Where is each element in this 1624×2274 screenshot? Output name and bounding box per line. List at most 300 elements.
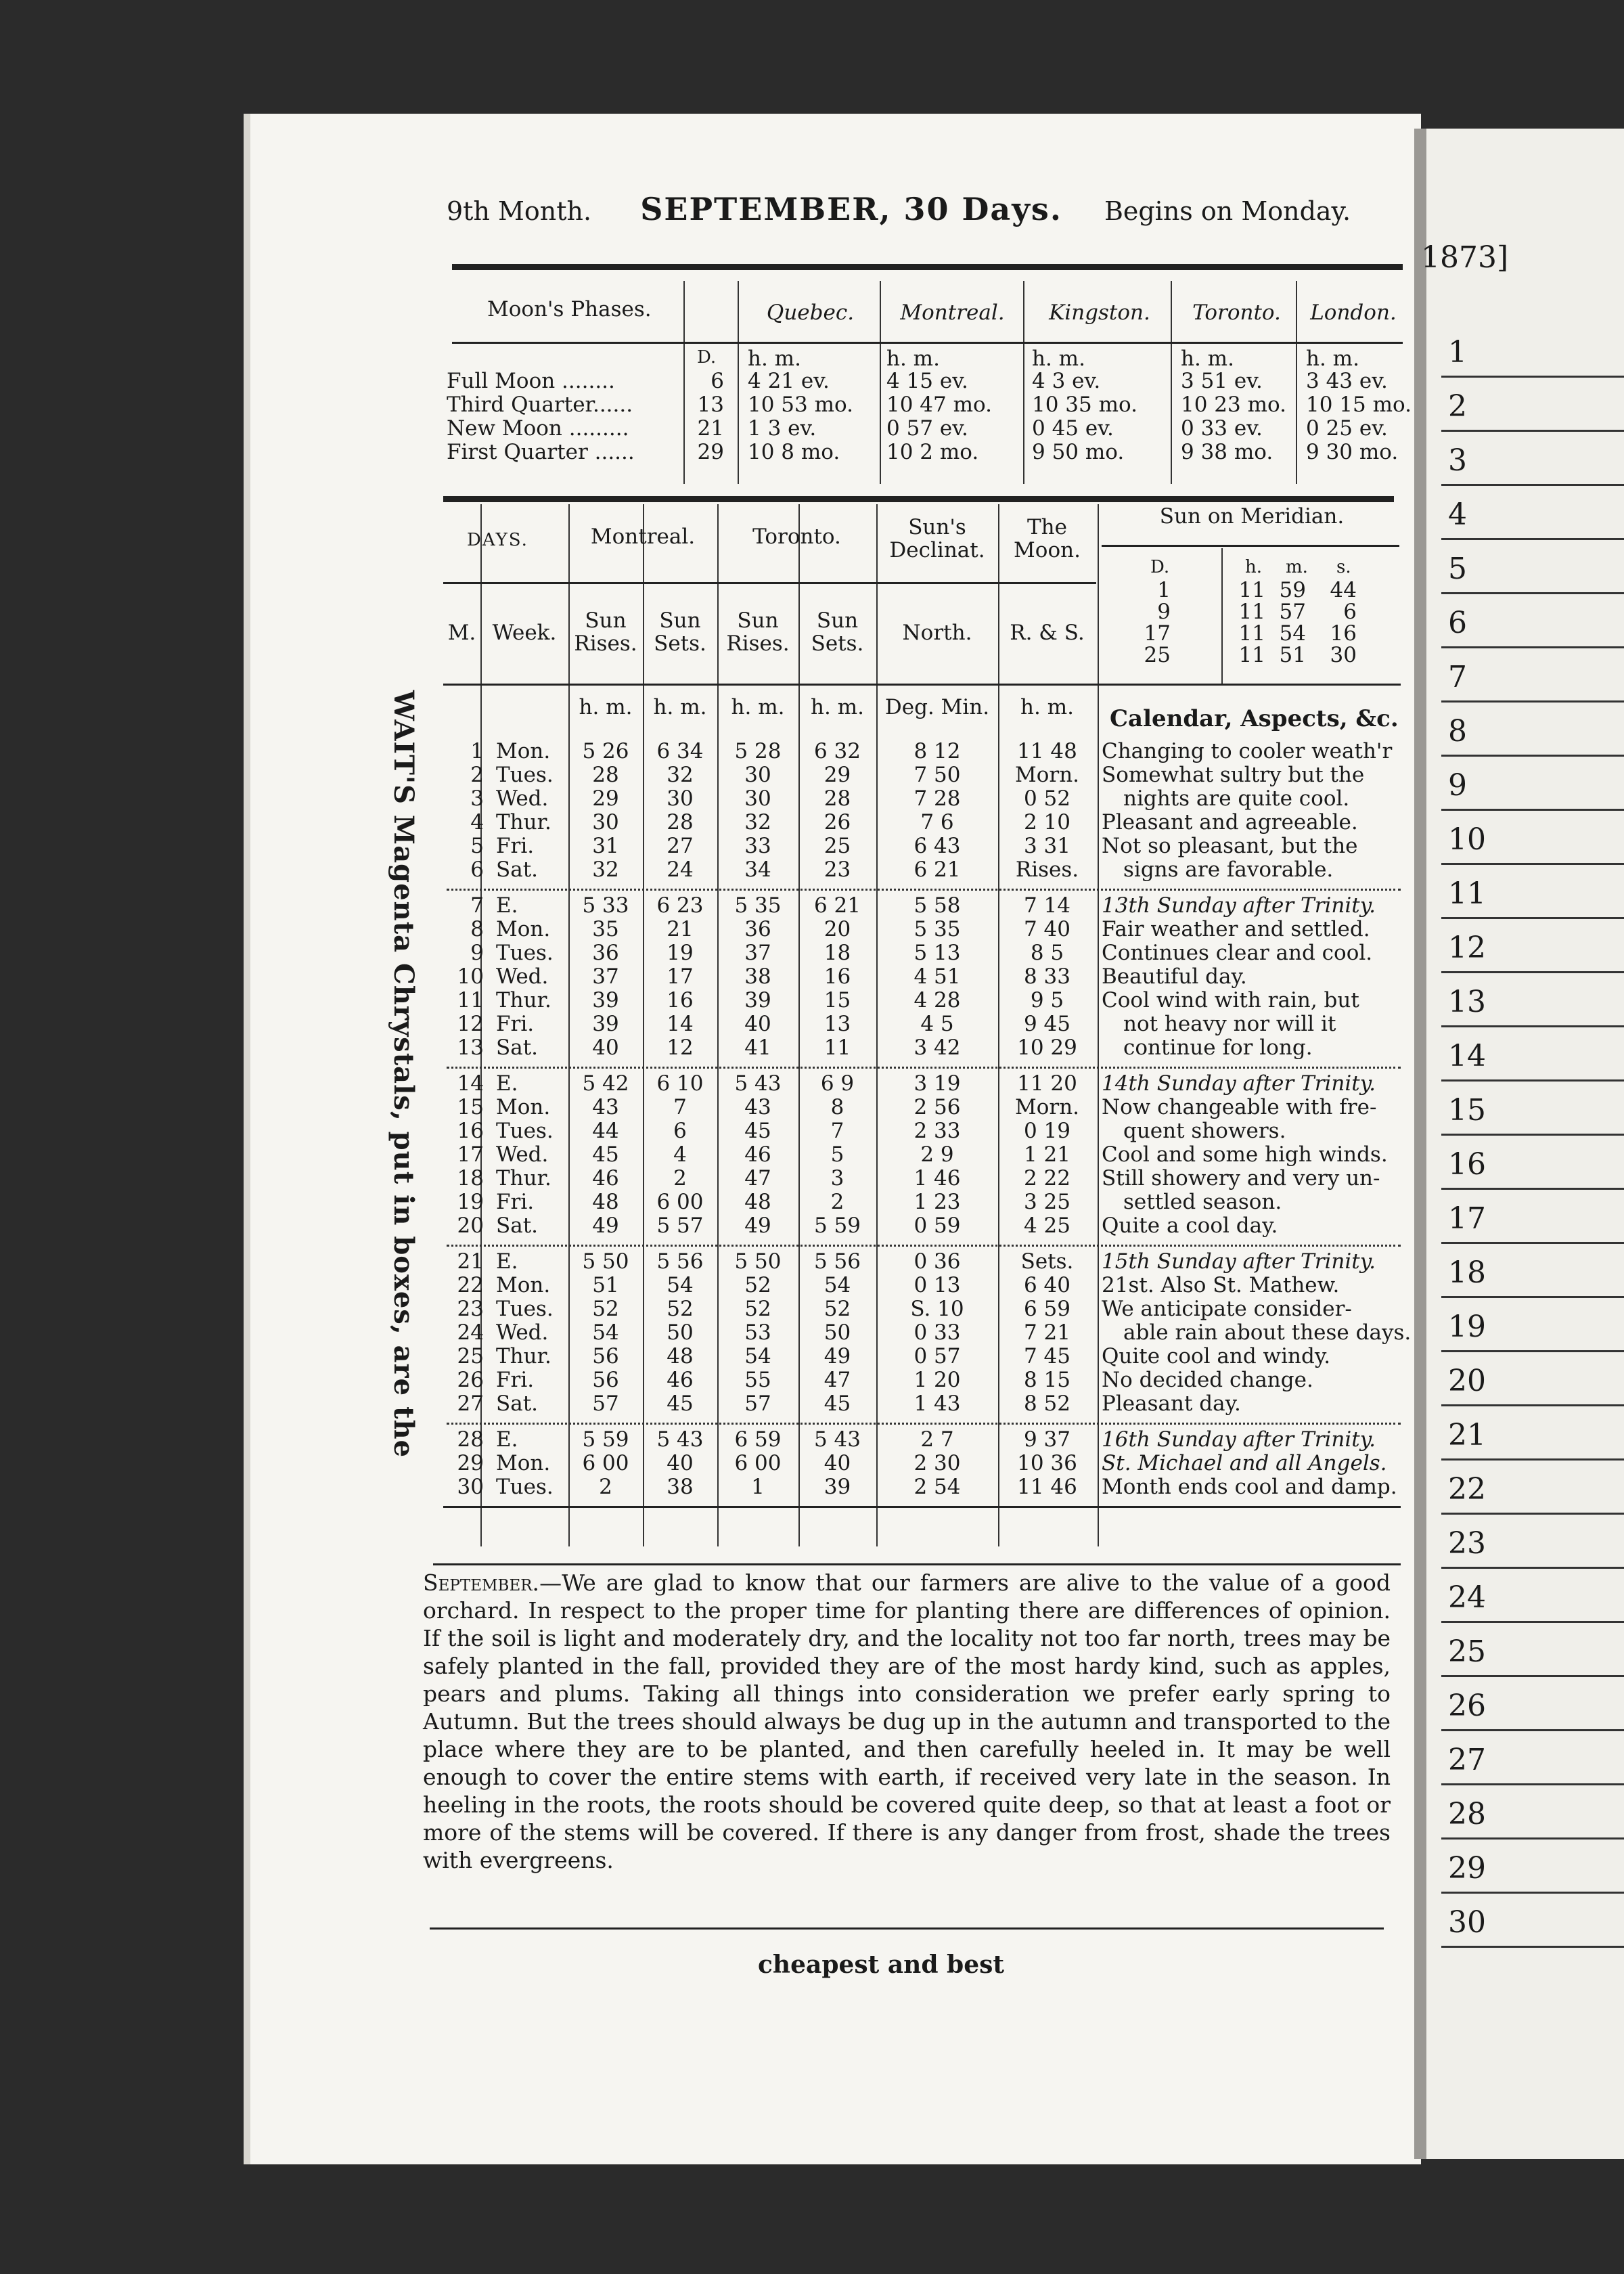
table-cell: 46 xyxy=(667,1368,694,1392)
table-cell: 50 xyxy=(667,1320,694,1345)
meridian-value: 57 xyxy=(1279,600,1306,624)
table-cell: 6 21 xyxy=(914,857,961,882)
table-cell: Fair weather and settled. xyxy=(1102,917,1370,941)
paragraph-text: —We are glad to know that our farmers are alive to the value of a good orchard. In respect to the proper time for planting there are differences of opinion. If the soil is light and moderately dry, and the locality not too far north, trees may be safely planted in the fall, provided they are of the most hardy kind, such as apples, pears and plums. Taking all things into consideration we prefer early spring to Autumn. But the trees should always be dug up in the autumn and transported to the place where they are to be planted, and then carefully heeled in. It may be well enough to cover the entire stems with earth, if received very late in the season. In heeling in the roots, the roots should be covered quite deep, so that at least a foot or more of the stems will be covered. If there is any danger from frost, shade the trees with evergreens. xyxy=(423,1569,1391,1873)
table-cell: 5 56 xyxy=(656,1249,704,1274)
table-cell: 30 xyxy=(744,763,771,787)
phase-time: 0 57 ev. xyxy=(886,416,968,441)
right-day-line xyxy=(1441,592,1624,594)
right-day-line xyxy=(1441,809,1624,811)
table-cell: 5 13 xyxy=(914,941,961,965)
phases-subrule xyxy=(452,342,1403,344)
table-cell: Mon. xyxy=(496,1273,551,1297)
table-cell: 16 xyxy=(667,988,694,1012)
table-cell: 52 xyxy=(667,1297,694,1321)
table-cell: 2 54 xyxy=(914,1475,961,1499)
right-day-line xyxy=(1441,863,1624,865)
phase-time: 4 21 ev. xyxy=(748,369,830,393)
table-cell: 18 xyxy=(457,1166,484,1190)
table-cell: 9 xyxy=(470,941,484,965)
table-cell: 5 43 xyxy=(813,1427,861,1452)
table-cell: 21 xyxy=(667,917,694,941)
table-cell: 45 xyxy=(744,1119,771,1143)
city-header: Toronto. xyxy=(1192,300,1281,325)
meridian-head: s. xyxy=(1336,557,1351,577)
meridian-value: 30 xyxy=(1330,643,1357,667)
table-cell: Sat. xyxy=(496,1391,539,1416)
right-day-number: 21 xyxy=(1448,1418,1486,1452)
table-cell: 8 52 xyxy=(1023,1391,1071,1416)
table-cell: 20 xyxy=(457,1213,484,1238)
table-cell: We anticipate consider- xyxy=(1102,1297,1352,1321)
table-cell: 6 00 xyxy=(582,1451,629,1475)
table-cell: Still showery and very un- xyxy=(1102,1166,1380,1190)
table-cell: 28 xyxy=(457,1427,484,1452)
phase-time: 10 2 mo. xyxy=(886,440,979,464)
table-cell: 39 xyxy=(592,988,619,1012)
right-day-line xyxy=(1441,1513,1624,1515)
table-cell: Wed. xyxy=(496,964,549,989)
table-cell: 5 28 xyxy=(734,739,782,763)
phase-time: 3 51 ev. xyxy=(1181,369,1263,393)
page-title: SEPTEMBER, 30 Days. xyxy=(640,191,1062,227)
meridian-value: 6 xyxy=(1343,600,1357,624)
table-cell: 4 xyxy=(673,1142,687,1167)
phase-time: 10 23 mo. xyxy=(1181,393,1286,417)
table-cell: 6 xyxy=(470,857,484,882)
table-cell: 4 51 xyxy=(914,964,961,989)
week-divider xyxy=(447,1067,1401,1069)
phases-bottom-rule xyxy=(443,496,1394,502)
table-cell: 56 xyxy=(592,1368,619,1392)
table-cell: settled season. xyxy=(1123,1190,1282,1214)
table-cell: 39 xyxy=(744,988,771,1012)
table-cell: 22 xyxy=(457,1273,484,1297)
right-day-number: 13 xyxy=(1448,985,1486,1019)
table-cell: 1 46 xyxy=(914,1166,961,1190)
table-cell: 6 34 xyxy=(656,739,704,763)
right-day-number: 9 xyxy=(1448,768,1467,803)
table-cell: Pleasant and agreeable. xyxy=(1102,810,1358,834)
table-cell: able rain about these days. xyxy=(1123,1320,1412,1345)
paragraph-top-rule xyxy=(433,1563,1401,1565)
table-cell: Tues. xyxy=(496,1475,554,1499)
table-cell: 34 xyxy=(744,857,771,882)
table-cell: 4 28 xyxy=(914,988,961,1012)
table-cell: 52 xyxy=(824,1297,851,1321)
table-cell: 2 33 xyxy=(914,1119,961,1143)
unit-label: h. m. xyxy=(811,695,864,719)
table-cell: 8 12 xyxy=(914,739,961,763)
right-day-number: 2 xyxy=(1448,389,1467,424)
table-cell: 4 xyxy=(470,810,484,834)
table-cell: 47 xyxy=(824,1368,851,1392)
table-cell: 5 59 xyxy=(582,1427,629,1452)
table-cell: 28 xyxy=(824,786,851,811)
table-cell: 7 xyxy=(470,893,484,918)
right-day-line xyxy=(1441,1404,1624,1406)
table-cell: 2 10 xyxy=(1023,810,1071,834)
table-cell: 6 9 xyxy=(820,1071,855,1096)
table-cell: 9 37 xyxy=(1023,1427,1071,1452)
meridian-value: 59 xyxy=(1279,578,1306,602)
table-cell: 0 36 xyxy=(914,1249,961,1274)
week-divider xyxy=(447,1245,1401,1247)
sun-time-header: Sun Rises. xyxy=(726,608,790,656)
table-cell: Morn. xyxy=(1014,763,1080,787)
table-cell: 40 xyxy=(744,1012,771,1036)
page-header xyxy=(447,191,1351,227)
table-cell: Continues clear and cool. xyxy=(1102,941,1373,965)
right-day-number: 12 xyxy=(1448,931,1486,965)
table-cell: 7 14 xyxy=(1023,893,1071,918)
table-cell: Mon. xyxy=(496,1451,551,1475)
phase-time: 4 3 ev. xyxy=(1032,369,1101,393)
table-cell: 8 33 xyxy=(1023,964,1071,989)
table-cell: 14th Sunday after Trinity. xyxy=(1102,1071,1376,1096)
paragraph-bottom-rule xyxy=(430,1927,1384,1930)
table-cell: 6 59 xyxy=(734,1427,782,1452)
phase-time: 10 15 mo. xyxy=(1306,393,1412,417)
table-cell: 16 xyxy=(457,1119,484,1143)
table-cell: E. xyxy=(496,1071,518,1096)
table-cell: Cool and some high winds. xyxy=(1102,1142,1388,1167)
table-cell: 6 59 xyxy=(1023,1297,1071,1321)
right-day-number: 5 xyxy=(1448,552,1467,586)
table-cell: 33 xyxy=(744,834,771,858)
table-cell: 1 23 xyxy=(914,1190,961,1214)
table-cell: Somewhat sultry but the xyxy=(1102,763,1365,787)
table-cell: 14 xyxy=(667,1012,694,1036)
table-cell: 5 26 xyxy=(582,739,629,763)
right-day-number: 30 xyxy=(1448,1905,1486,1940)
right-day-number: 24 xyxy=(1448,1580,1486,1615)
table-cell: 36 xyxy=(592,941,619,965)
meridian-value: 11 xyxy=(1238,600,1265,624)
table-cell: Fri. xyxy=(496,834,535,858)
table-cell: Wed. xyxy=(496,786,549,811)
meridian-value: 9 xyxy=(1157,600,1171,624)
table-cell: quent showers. xyxy=(1123,1119,1286,1143)
right-day-line xyxy=(1441,1188,1624,1190)
table-cell: 6 32 xyxy=(813,739,861,763)
table-cell: 6 23 xyxy=(656,893,704,918)
right-day-number: 26 xyxy=(1448,1689,1486,1723)
week-divider xyxy=(447,1423,1401,1425)
table-cell: 47 xyxy=(744,1166,771,1190)
table-cell: 2 xyxy=(599,1475,612,1499)
table-cell: 5 59 xyxy=(813,1213,861,1238)
right-day-line xyxy=(1441,1134,1624,1136)
phases-column-rule xyxy=(738,281,739,484)
side-advertisement: WAIT'S Magenta Chrystals, put in boxes, are the xyxy=(388,690,420,1458)
col-north: North. xyxy=(902,621,972,645)
table-cell: 8 xyxy=(470,917,484,941)
table-cell: 30 xyxy=(592,810,619,834)
table-cell: 27 xyxy=(457,1391,484,1416)
table-cell: 7 45 xyxy=(1023,1344,1071,1368)
table-cell: 43 xyxy=(744,1095,771,1119)
table-cell: 2 xyxy=(470,763,484,787)
table-cell: Mon. xyxy=(496,1095,551,1119)
table-cell: 25 xyxy=(824,834,851,858)
unit-label: h. m. xyxy=(731,695,785,719)
table-cell: 15th Sunday after Trinity. xyxy=(1102,1249,1376,1274)
phase-day: 6 xyxy=(710,369,724,393)
table-cell: 26 xyxy=(457,1368,484,1392)
table-cell: 25 xyxy=(457,1344,484,1368)
table-cell: 50 xyxy=(824,1320,851,1345)
table-cell: 45 xyxy=(667,1391,694,1416)
table-cell: 32 xyxy=(667,763,694,787)
table-cell: 5 43 xyxy=(734,1071,782,1096)
table-cell: 54 xyxy=(592,1320,619,1345)
right-day-line xyxy=(1441,700,1624,703)
table-cell: 40 xyxy=(592,1035,619,1060)
table-cell: 12 xyxy=(667,1035,694,1060)
table-cell: 49 xyxy=(592,1213,619,1238)
right-day-number: 29 xyxy=(1448,1851,1486,1886)
table-cell: 52 xyxy=(744,1273,771,1297)
units-rule xyxy=(443,684,1401,686)
table-cell: 5 42 xyxy=(582,1071,629,1096)
table-cell: Quite a cool day. xyxy=(1102,1213,1278,1238)
right-day-number: 18 xyxy=(1448,1255,1486,1290)
table-cell: 49 xyxy=(744,1213,771,1238)
right-day-line xyxy=(1441,1567,1624,1569)
adjacent-page xyxy=(1414,129,1624,2159)
right-day-number: 4 xyxy=(1448,497,1467,532)
table-cell: 28 xyxy=(592,763,619,787)
phase-time: 4 15 ev. xyxy=(886,369,968,393)
right-day-line xyxy=(1441,376,1624,378)
paragraph-lead: September. xyxy=(423,1569,540,1596)
table-cell: 46 xyxy=(744,1142,771,1167)
phase-time: 0 33 ev. xyxy=(1181,416,1263,441)
table-cell: Month ends cool and damp. xyxy=(1102,1475,1397,1499)
table-cell: Thur. xyxy=(496,988,551,1012)
right-day-number: 14 xyxy=(1448,1039,1486,1073)
sun-time-header: Sun Sets. xyxy=(654,608,706,656)
table-cell: 7 xyxy=(830,1119,844,1143)
table-cell: 35 xyxy=(592,917,619,941)
right-day-line xyxy=(1441,971,1624,973)
table-cell: 6 21 xyxy=(813,893,861,918)
right-day-number: 17 xyxy=(1448,1201,1486,1236)
city-header: Montreal. xyxy=(900,300,1005,325)
table-cell: 37 xyxy=(592,964,619,989)
table-cell: 11 48 xyxy=(1017,739,1077,763)
table-cell: Beautiful day. xyxy=(1102,964,1247,989)
table-cell: 6 xyxy=(673,1119,687,1143)
phase-time: 9 50 mo. xyxy=(1032,440,1125,464)
right-day-number: 15 xyxy=(1448,1093,1486,1128)
table-cell: 16 xyxy=(824,964,851,989)
meridian-value: 11 xyxy=(1238,621,1265,646)
toronto-header: Toronto. xyxy=(752,525,841,549)
table-cell: 27 xyxy=(667,834,694,858)
meridian-title: Sun on Meridian. xyxy=(1159,504,1345,529)
table-cell: 7 50 xyxy=(914,763,961,787)
table-cell: 10 29 xyxy=(1017,1035,1077,1060)
table-cell: 29 xyxy=(824,763,851,787)
phase-time: 10 47 mo. xyxy=(886,393,992,417)
table-cell: 0 33 xyxy=(914,1320,961,1345)
right-day-line xyxy=(1441,1783,1624,1785)
table-cell: 13th Sunday after Trinity. xyxy=(1102,893,1376,918)
table-cell: Thur. xyxy=(496,1344,551,1368)
right-day-number: 27 xyxy=(1448,1743,1486,1777)
begins-label: Begins on Monday. xyxy=(1104,196,1351,226)
meridian-head: m. xyxy=(1286,557,1308,577)
table-cell: E. xyxy=(496,1427,518,1452)
meridian-column-rule xyxy=(1221,548,1223,684)
table-cell: 6 00 xyxy=(656,1190,704,1214)
table-cell: Morn. xyxy=(1014,1095,1080,1119)
right-day-line xyxy=(1441,1621,1624,1623)
table-cell: 28 xyxy=(667,810,694,834)
table-cell: 11 46 xyxy=(1017,1475,1077,1499)
table-cell: 54 xyxy=(824,1273,851,1297)
table-cell: 5 33 xyxy=(582,893,629,918)
phase-time: 1 3 ev. xyxy=(748,416,817,441)
table-cell: 13 xyxy=(824,1012,851,1036)
table-cell: 16th Sunday after Trinity. xyxy=(1102,1427,1376,1452)
right-day-line xyxy=(1441,1675,1624,1677)
table-cell: 45 xyxy=(824,1391,851,1416)
table-cell: 30 xyxy=(457,1475,484,1499)
table-cell: 12 xyxy=(457,1012,484,1036)
table-cell: Now changeable with fre- xyxy=(1102,1095,1377,1119)
table-cell: 3 xyxy=(830,1166,844,1190)
days-label: DAYS. xyxy=(467,530,528,550)
col-m: M. xyxy=(447,621,476,645)
table-cell: Thur. xyxy=(496,1166,551,1190)
table-cell: 5 56 xyxy=(813,1249,861,1274)
table-cell: 20 xyxy=(824,917,851,941)
table-cell: Tues. xyxy=(496,1297,554,1321)
meridian-head: D. xyxy=(1150,557,1170,577)
table-cell: 4 25 xyxy=(1023,1213,1071,1238)
right-day-line xyxy=(1441,646,1624,648)
table-cell: 3 25 xyxy=(1023,1190,1071,1214)
moon-header: The Moon. xyxy=(1014,515,1081,562)
table-cell: Wed. xyxy=(496,1142,549,1167)
table-cell: 5 43 xyxy=(656,1427,704,1452)
table-cell: signs are favorable. xyxy=(1123,857,1334,882)
table-cell: 0 57 xyxy=(914,1344,961,1368)
table-cell: 8 5 xyxy=(1030,941,1064,965)
table-cell: 21st. Also St. Mathew. xyxy=(1102,1273,1340,1297)
phase-time: 0 25 ev. xyxy=(1306,416,1388,441)
table-cell: E. xyxy=(496,893,518,918)
table-cell: 29 xyxy=(592,786,619,811)
table-cell: 41 xyxy=(744,1035,771,1060)
right-day-line xyxy=(1441,917,1624,919)
hm-label: h. m. xyxy=(1181,347,1234,371)
phases-column-rule xyxy=(1296,281,1297,484)
table-cell: Sat. xyxy=(496,1035,539,1060)
table-cell: 9 45 xyxy=(1023,1012,1071,1036)
right-day-line xyxy=(1441,1350,1624,1352)
table-cell: 24 xyxy=(457,1320,484,1345)
right-day-number: 1 xyxy=(1448,335,1467,370)
city-header: London. xyxy=(1310,300,1397,325)
table-bottom-rule xyxy=(443,1506,1401,1508)
declination-header: Sun's Declinat. xyxy=(889,515,985,562)
meridian-value: 11 xyxy=(1238,578,1265,602)
table-cell: 1 20 xyxy=(914,1368,961,1392)
header-subrule xyxy=(443,582,1096,584)
table-cell: 21 xyxy=(457,1249,484,1274)
meridian-value: 11 xyxy=(1238,643,1265,667)
table-cell: 48 xyxy=(744,1190,771,1214)
unit-label: h. m. xyxy=(1020,695,1074,719)
table-cell: 39 xyxy=(824,1475,851,1499)
phase-time: 0 45 ev. xyxy=(1032,416,1114,441)
table-cell: 11 xyxy=(457,988,484,1012)
table-cell: Fri. xyxy=(496,1012,535,1036)
unit-deg: Deg. Min. xyxy=(884,695,990,719)
table-cell: 48 xyxy=(667,1344,694,1368)
table-cell: 30 xyxy=(667,786,694,811)
table-cell: 39 xyxy=(592,1012,619,1036)
table-cell: 51 xyxy=(592,1273,619,1297)
table-cell: nights are quite cool. xyxy=(1123,786,1350,811)
right-day-number: 22 xyxy=(1448,1472,1486,1507)
calendar-heading: Calendar, Aspects, &c. xyxy=(1110,705,1399,732)
table-cell: 24 xyxy=(667,857,694,882)
september-paragraph xyxy=(423,1569,1391,1874)
table-cell: Rises. xyxy=(1015,857,1079,882)
table-cell: 54 xyxy=(744,1344,771,1368)
table-cell: 55 xyxy=(744,1368,771,1392)
phase-day: 29 xyxy=(697,440,724,464)
right-day-line xyxy=(1441,1729,1624,1731)
meridian-value: 16 xyxy=(1330,621,1357,646)
table-cell: 1 xyxy=(751,1475,765,1499)
table-cell: E. xyxy=(496,1249,518,1274)
table-cell: Thur. xyxy=(496,810,551,834)
phases-column-rule xyxy=(1171,281,1172,484)
table-cell: 7 21 xyxy=(1023,1320,1071,1345)
table-cell: 52 xyxy=(592,1297,619,1321)
day-label: D. xyxy=(697,347,717,367)
table-cell: 29 xyxy=(457,1451,484,1475)
table-cell: 56 xyxy=(592,1344,619,1368)
sun-time-header: Sun Rises. xyxy=(574,608,637,656)
table-cell: 1 21 xyxy=(1023,1142,1071,1167)
table-cell: 57 xyxy=(744,1391,771,1416)
table-cell: 2 7 xyxy=(920,1427,954,1452)
table-cell: 54 xyxy=(667,1273,694,1297)
table-cell: 15 xyxy=(824,988,851,1012)
right-day-number: 19 xyxy=(1448,1310,1486,1344)
table-cell: 23 xyxy=(824,857,851,882)
table-cell: Tues. xyxy=(496,763,554,787)
table-cell: 5 35 xyxy=(914,917,961,941)
table-cell: 6 43 xyxy=(914,834,961,858)
table-cell: 18 xyxy=(824,941,851,965)
meridian-value: 17 xyxy=(1144,621,1171,646)
table-cell: 7 6 xyxy=(920,810,954,834)
table-cell: 2 9 xyxy=(920,1142,954,1167)
phase-day: 21 xyxy=(697,416,724,441)
right-day-number: 3 xyxy=(1448,443,1467,478)
phase-day: 13 xyxy=(697,393,724,417)
table-cell: 3 42 xyxy=(914,1035,961,1060)
phase-time: 3 43 ev. xyxy=(1306,369,1388,393)
